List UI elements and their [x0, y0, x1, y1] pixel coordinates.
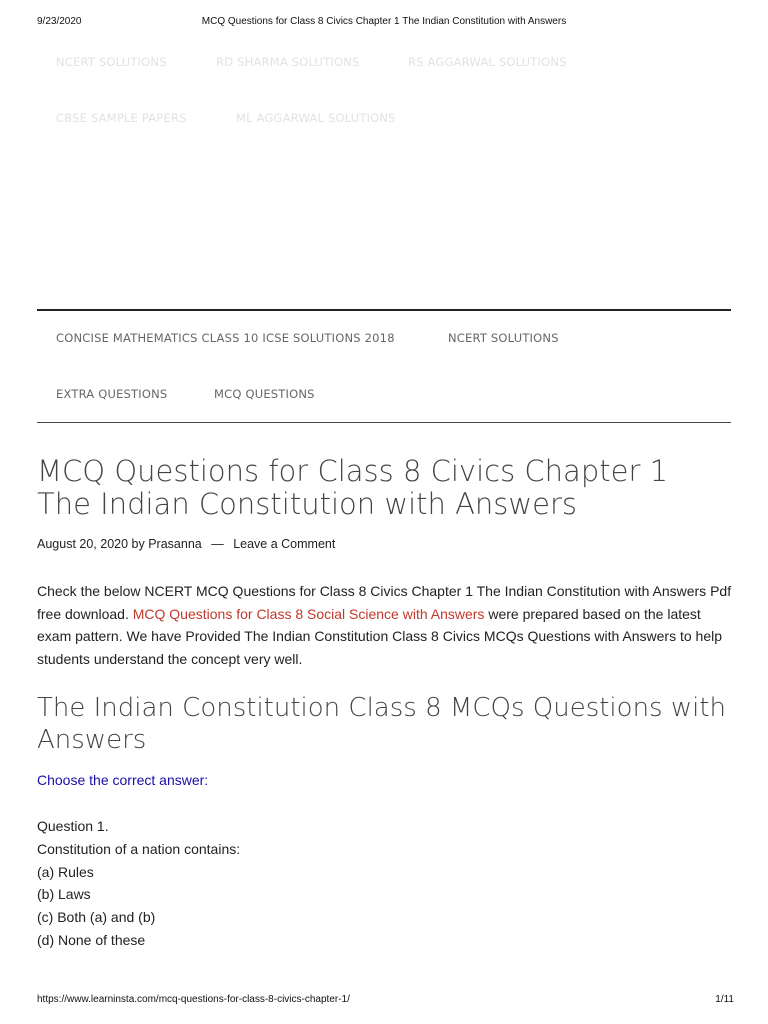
post-title-line-2: The Indian Constitution with Answers — [37, 487, 578, 521]
author-link[interactable]: Prasanna — [148, 537, 202, 551]
nav-item-rs-aggarwal-solutions[interactable]: RS AGGARWAL SOLUTIONS — [408, 55, 567, 69]
post-meta — [37, 537, 335, 551]
print-footer — [0, 994, 768, 1008]
leave-comment-link[interactable]: Leave a Comment — [233, 537, 336, 551]
post-title-line-1: MCQ Questions for Class 8 Civics Chapter 1 — [37, 454, 669, 488]
print-header — [0, 16, 768, 32]
intro-paragraph — [37, 580, 737, 670]
nav-divider-top — [37, 309, 731, 311]
option-b: (b) Laws — [37, 886, 91, 903]
post-title — [37, 455, 737, 521]
question-number: Question 1. — [37, 818, 109, 834]
section-heading-line-1: The Indian Constitution Class 8 MCQs Questions with — [37, 693, 727, 723]
meta-separator: — — [211, 537, 224, 551]
option-d: (d) None of these — [37, 931, 146, 948]
nav-divider-bottom — [37, 422, 731, 423]
section-heading-line-2: Answers — [37, 725, 147, 755]
intro-text-end: were prepared based on the latest exam pattern. We have Provided The Indian Constitution Class 8 Civics MCQs Questions with Answers to help students understand the concept very well. — [37, 605, 723, 667]
nav-item-cbse-sample-papers[interactable]: CBSE SAMPLE PAPERS — [56, 111, 187, 125]
nav-item-ml-aggarwal-solutions[interactable]: ML AGGARWAL SOLUTIONS — [236, 111, 396, 125]
nav-item-ncert-solutions-secondary[interactable]: NCERT SOLUTIONS — [448, 331, 559, 345]
nav-item-mcq-questions[interactable]: MCQ QUESTIONS — [214, 387, 315, 401]
nav-item-ncert-solutions[interactable]: NCERT SOLUTIONS — [56, 55, 167, 69]
print-date: 9/23/2020 — [37, 16, 82, 27]
post-date: August 20, 2020 — [37, 537, 129, 551]
print-page-title: MCQ Questions for Class 8 Civics Chapter 1 The Indian Constitution with Answers — [201, 16, 567, 27]
nav-item-rd-sharma-solutions[interactable]: RD SHARMA SOLUTIONS — [216, 55, 360, 69]
post-by-label: by — [131, 537, 145, 551]
nav-item-concise-mathematics[interactable]: CONCISE MATHEMATICS CLASS 10 ICSE SOLUTIONS 2018 — [56, 331, 395, 345]
print-url: https://www.learninsta.com/mcq-questions-for-class-8-civics-chapter-1/ — [37, 994, 350, 1005]
question-block — [37, 815, 240, 952]
social-science-mcq-link[interactable]: MCQ Questions for Class 8 Social Science with Answers — [132, 605, 485, 622]
nav-item-extra-questions[interactable]: EXTRA QUESTIONS — [56, 387, 168, 401]
intro-text-start: Check the below NCERT MCQ Questions for Class 8 Civics Chapter 1 The Indian Constitution with Answers Pdf free download. — [37, 583, 732, 622]
section-heading — [37, 692, 737, 756]
print-page-number: 1/11 — [715, 994, 734, 1005]
option-a: (a) Rules — [37, 863, 94, 880]
question-text: Constitution of a nation contains: — [37, 840, 241, 857]
instruction-text: Choose the correct answer: — [37, 772, 209, 788]
option-c: (c) Both (a) and (b) — [37, 909, 156, 926]
